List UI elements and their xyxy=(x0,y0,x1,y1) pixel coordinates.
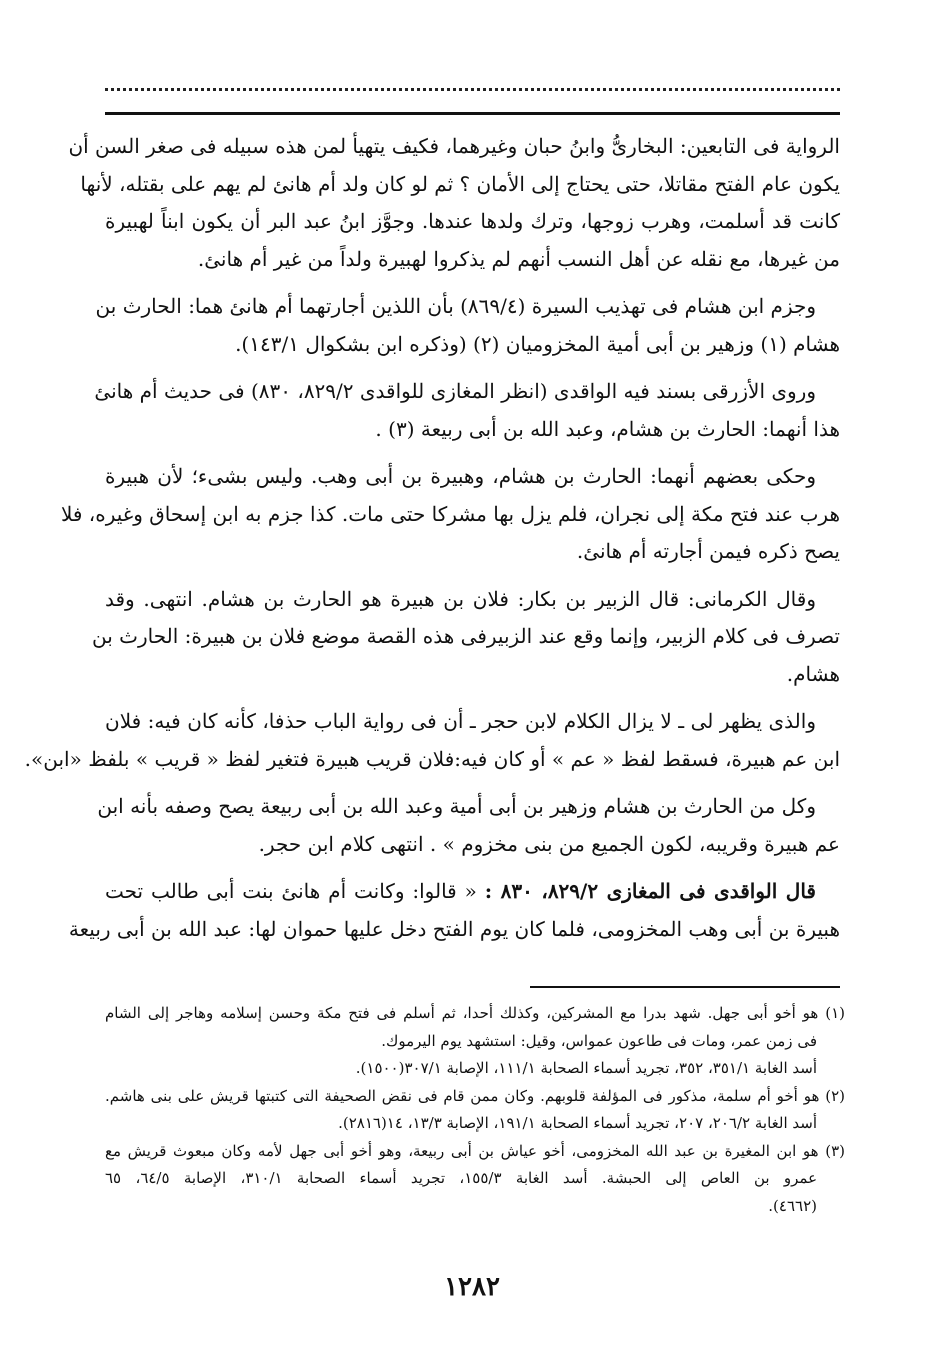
text-line: هذا أنهما: الحارث بن هشام، وعبد الله بن أبى ربيعة (٣) . xyxy=(375,416,840,441)
text-line: وكل من الحارث بن هشام وزهير بن أبى أمية وعبد الله بن أبى ربيعة يصح وصفه بأنه ابن xyxy=(97,794,816,818)
footnote-line: فى زمن عمر، ومات فى طاعون عمواس، وقيل: استشهد يوم اليرموك. xyxy=(381,1031,817,1050)
footnote-line: (١) هو أخو أبى جهل. شهد بدرا مع المشركين، وكذلك أحدا، ثم أسلم فى فتح مكة وحسن إسلامه وهاجر إلى الشام xyxy=(105,1004,845,1022)
quote-source-heading: قال الواقدى فى المغازى ٨٢٩/٢، ٨٣٠ : xyxy=(484,879,816,903)
main-text xyxy=(24,128,840,958)
header-rule xyxy=(105,112,840,115)
footnote-line: (٢) هو أخو أم سلمة، مذكور فى المؤلفة قلوبهم. وكان ممن قام فى نقض الصحيفة التى كتبتها قريش على بنى هاشم. xyxy=(105,1086,845,1105)
footnote-rule xyxy=(530,986,840,988)
text-line: والذى يظهر لى ـ لا يزال الكلام لابن حجر ـ أن فى رواية الباب حذفا، كأنه كان فيه: فلان xyxy=(105,709,816,733)
text-line: يكون عام الفتح مقاتلا، حتى يحتاج إلى الأمان ؟ ثم لو كان ولد أم هانئ لم يهم على بقتله، لأنها xyxy=(80,171,840,196)
text-line: هبيرة بن أبى وهب المخزومى، فلما كان يوم الفتح دخل عليها حموان لها: عبد الله بن أبى ربيعة xyxy=(68,916,840,941)
header-dotted-line xyxy=(105,88,840,95)
text-line: وجزم ابن هشام فى تهذيب السيرة (٨٦٩/٤) بأن اللذين أجارتهما أم هانئ هما: الحارث بن xyxy=(95,294,816,318)
text-line: هشام. xyxy=(786,661,840,686)
text-line: وحكى بعضهم أنهما: الحارث بن هشام، وهبيرة بن أبى وهب. وليس بشىء؛ لأن هبيرة xyxy=(105,464,816,488)
footnote-line: أسد الغابة ٣٥١/١، ٣٥٢، تجريد أسماء الصحابة ١١١/١، الإصابة ٣٠٧/١(١٥٠٠). xyxy=(355,1059,817,1077)
text-line: عم هبيرة وقريبه، لكون الجميع من بنى مخزوم » . انتهى كلام ابن حجر. xyxy=(258,831,840,856)
paragraph xyxy=(97,788,840,863)
footnote-3 xyxy=(105,1138,845,1221)
paragraph xyxy=(95,288,840,363)
paragraph xyxy=(60,458,840,571)
text-line: هشام (١) وزهير بن أبى أمية المخزوميان (٢) (وذكره ابن بشكوال ١٤٣/١). xyxy=(235,331,840,356)
paragraph xyxy=(94,373,840,448)
paragraph xyxy=(91,581,840,694)
text-line: من غيرها، مع نقله عن أهل النسب أنهم لم يذكروا لهبيرة ولداً من غير أم هانئ. xyxy=(197,246,840,271)
text-line: وروى الأزرقى بسند فيه الواقدى (انظر المغازى للواقدى ٨٢٩/٢، ٨٣٠) فى حديث أم هانئ xyxy=(94,379,816,403)
footnote-line: عمرو بن العاص إلى الحبشة. أسد الغابة ١٥٥/٣، تجريد أسماء الصحابة ٣١٠/١، الإصابة ٦٤/٥، ٦٥ xyxy=(105,1169,818,1187)
footnote-1 xyxy=(105,1000,845,1083)
footnotes xyxy=(105,1000,845,1220)
text-line: هرب عند فتح مكة إلى نجران، فلم يزل بها مشركا حتى مات. كذا جزم به ابن إسحاق وغيره، فلا xyxy=(60,501,840,526)
footnote-2 xyxy=(105,1083,845,1138)
page-number: ١٢٨٢ xyxy=(444,1272,500,1302)
text-line: وقال الكرمانى: قال الزبير بن بكار: فلان بن هبيرة هو الحارث بن هشام. انتهى. وقد xyxy=(105,586,816,611)
text-line: ابن عم هبيرة، فسقط لفظ « عم » أو كان فيه:فلان قريب هبيرة فتغير لفظ « قريب » بلفظ «ابن». xyxy=(24,746,840,771)
paragraph xyxy=(68,873,840,948)
paragraph xyxy=(24,703,840,778)
text-line: كانت قد أسلمت، وهرب زوجها، وترك ولدها عندها. وجوَّز ابنُ عبد البر أن يكون ابناً لهبيرة xyxy=(105,209,840,233)
text-line xyxy=(105,873,840,911)
footnote-line: (٣) هو ابن المغيرة بن عبد الله المخزومى، أخو عياش بن أبى ربيعة، وهو أخو أبى جهل لأمه وكان مبعوث قريش مع xyxy=(105,1141,846,1160)
text-line: يصح ذكره فيمن أجارته أم هانئ. xyxy=(576,539,840,563)
text-line: تصرف فى كلام الزبير، وإنما وقع عند الزبيرفى هذه القصة موضع فلان بن هبيرة: الحارث بن xyxy=(91,624,840,648)
quote-text: « قالوا: وكانت أم هانئ بنت أبى طالب تحت xyxy=(105,879,477,903)
footnote-line: أسد الغابة ٢٠٦/٢، ٢٠٧، تجريد أسماء الصحابة ١٩١/١، الإصابة ١٣/٣، ١٤(٢٨١٦). xyxy=(338,1114,817,1132)
text-line: الرواية فى التابعين: البخارىُّ وابنُ حبان وغيرهما، فكيف يتهيأ لمن هذه سبيله فى صغر السن أن xyxy=(68,134,840,158)
paragraph xyxy=(68,128,840,278)
footnote-line: (٤٦٦٢). xyxy=(768,1196,817,1215)
